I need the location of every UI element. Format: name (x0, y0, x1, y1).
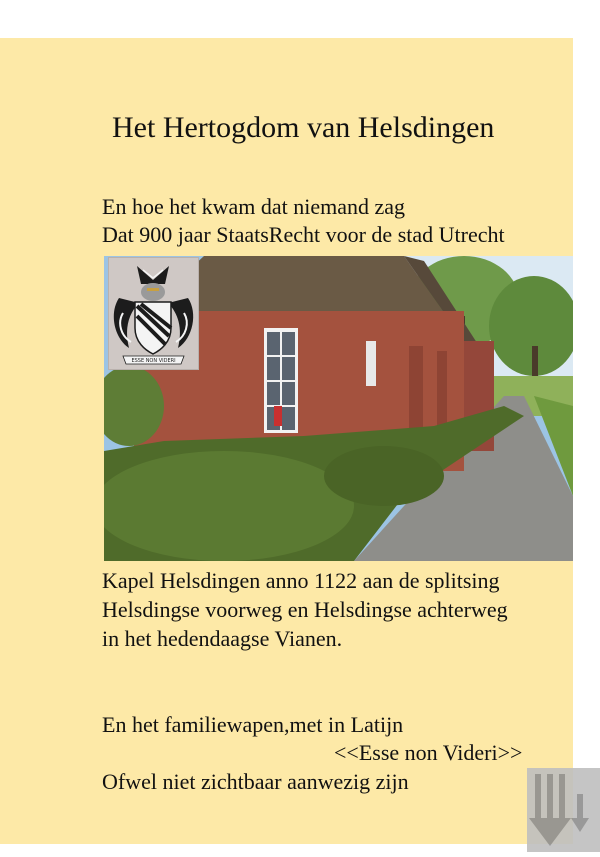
subtitle-line-2: Dat 900 jaar StaatsRecht voor de stad Utrecht (102, 222, 505, 247)
download-arrow-icon (527, 768, 600, 852)
caption-line-2: Helsdingse voorweg en Helsdingse achterweg (102, 597, 508, 622)
crest-motto: ESSE NON VIDERI (131, 358, 176, 364)
motto-line-1: En het familiewapen,met in Latijn (102, 712, 404, 737)
motto-line-3: Ofwel niet zichtbaar aanwezig zijn (102, 769, 409, 794)
download-badge[interactable] (527, 768, 600, 852)
caption-line-3: in het hedendaagse Vianen. (102, 626, 343, 651)
book-title: Het Hertogdom van Helsdingen (112, 111, 495, 144)
subtitle-line-1: En hoe het kwam dat niemand zag (102, 194, 406, 219)
motto-line-2: <<Esse non Videri>> (334, 740, 523, 765)
family-crest (108, 257, 199, 370)
caption-line-1: Kapel Helsdingen anno 1122 aan de splitsing (102, 568, 500, 593)
